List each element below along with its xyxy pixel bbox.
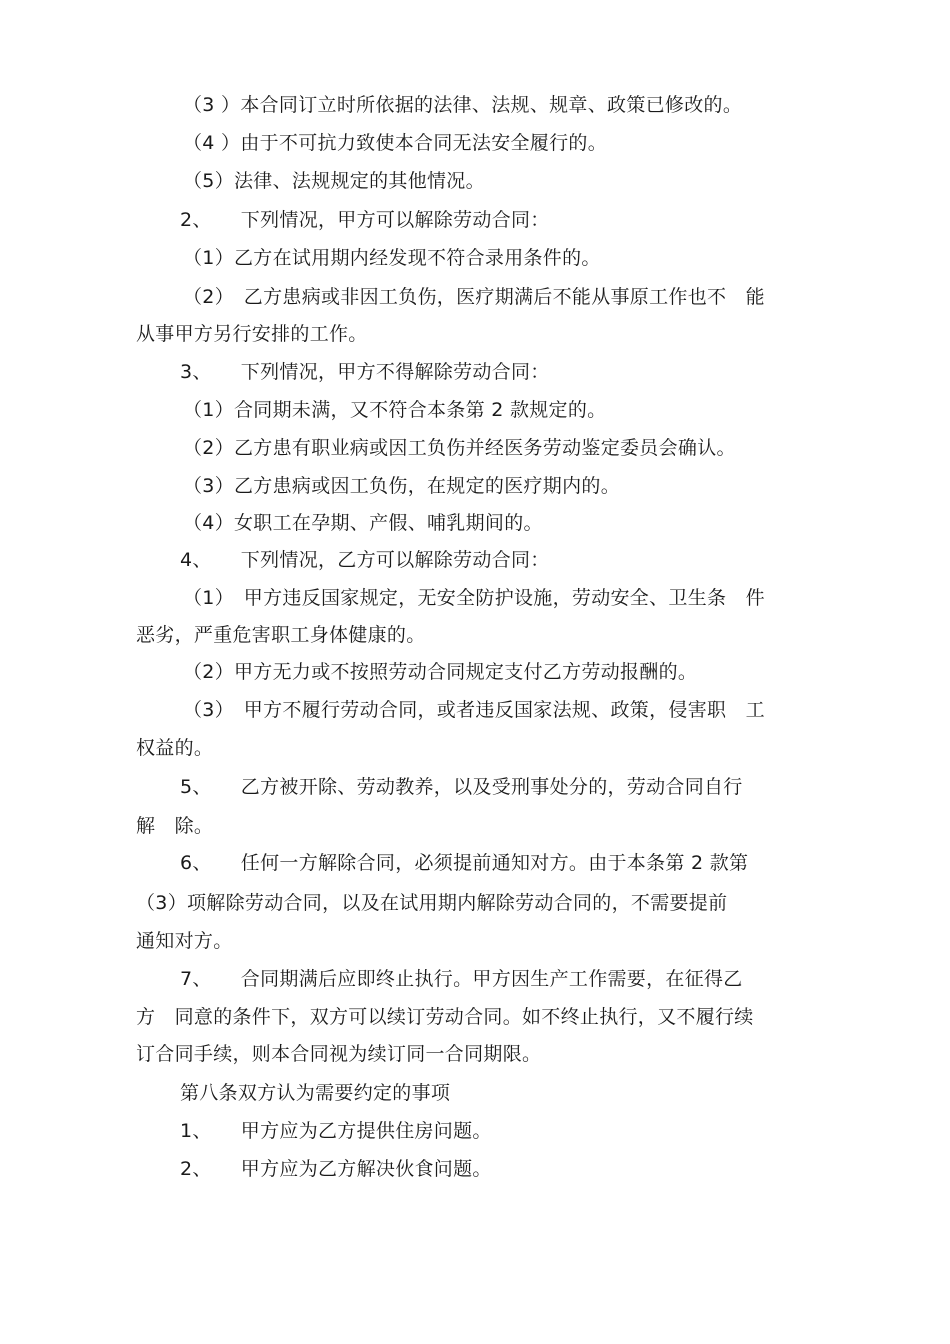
text-line: （3 ）本合同订立时所依据的法律、法规、规章、政策已修改的。 <box>183 94 743 116</box>
text-line: 2、 下列情况，甲方可以解除劳动合同： <box>180 209 550 231</box>
text-line: 恶劣，严重危害职工身体健康的。 <box>136 624 426 646</box>
text-line: （2） 乙方患病或非因工负伤，医疗期满后不能从事原工作也不 能 <box>183 286 765 308</box>
text-line: 7、 合同期满后应即终止执行。甲方因生产工作需要，在征得乙 <box>180 968 743 990</box>
text-line: （2）甲方无力或不按照劳动合同规定支付乙方劳动报酬的。 <box>183 661 698 683</box>
text-line: 权益的。 <box>136 737 214 759</box>
text-line: （2）乙方患有职业病或因工负伤并经医务劳动鉴定委员会确认。 <box>183 437 736 459</box>
text-line: 1、 甲方应为乙方提供住房问题。 <box>180 1120 492 1142</box>
text-line: 3、 下列情况，甲方不得解除劳动合同： <box>180 361 550 383</box>
text-line: （3）项解除劳动合同，以及在试用期内解除劳动合同的，不需要提前 <box>136 892 728 914</box>
text-line: 通知对方。 <box>136 930 233 952</box>
text-line: （1） 甲方违反国家规定，无安全防护设施，劳动安全、卫生条 件 <box>183 587 765 609</box>
text-line: 订合同手续，则本合同视为续订同一合同期限。 <box>136 1043 542 1065</box>
text-line: 4、 下列情况，乙方可以解除劳动合同： <box>180 549 550 571</box>
text-line: 解 除。 <box>136 815 214 837</box>
text-line: 从事甲方另行安排的工作。 <box>136 323 368 345</box>
text-line: （1）乙方在试用期内经发现不符合录用条件的。 <box>183 247 601 269</box>
text-line: 2、 甲方应为乙方解决伙食问题。 <box>180 1158 492 1180</box>
text-line: （4 ）由于不可抗力致使本合同无法安全履行的。 <box>183 132 608 154</box>
text-line: （3）乙方患病或因工负伤，在规定的医疗期内的。 <box>183 475 620 497</box>
text-line: （5）法律、法规规定的其他情况。 <box>183 170 485 192</box>
text-line: 5、 乙方被开除、劳动教养，以及受刑事处分的，劳动合同自行 <box>180 776 743 798</box>
text-line: 6、 任何一方解除合同，必须提前通知对方。由于本条第 2 款第 <box>180 852 749 874</box>
text-line: 方 同意的条件下，双方可以续订劳动合同。如不终止执行，又不履行续 <box>136 1006 754 1028</box>
text-line: （1）合同期未满，又不符合本条第 2 款规定的。 <box>183 399 607 421</box>
text-line: （4）女职工在孕期、产假、哺乳期间的。 <box>183 512 543 534</box>
section-heading: 第八条双方认为需要约定的事项 <box>180 1082 451 1104</box>
text-line: （3） 甲方不履行劳动合同，或者违反国家法规、政策，侵害职 工 <box>183 699 765 721</box>
